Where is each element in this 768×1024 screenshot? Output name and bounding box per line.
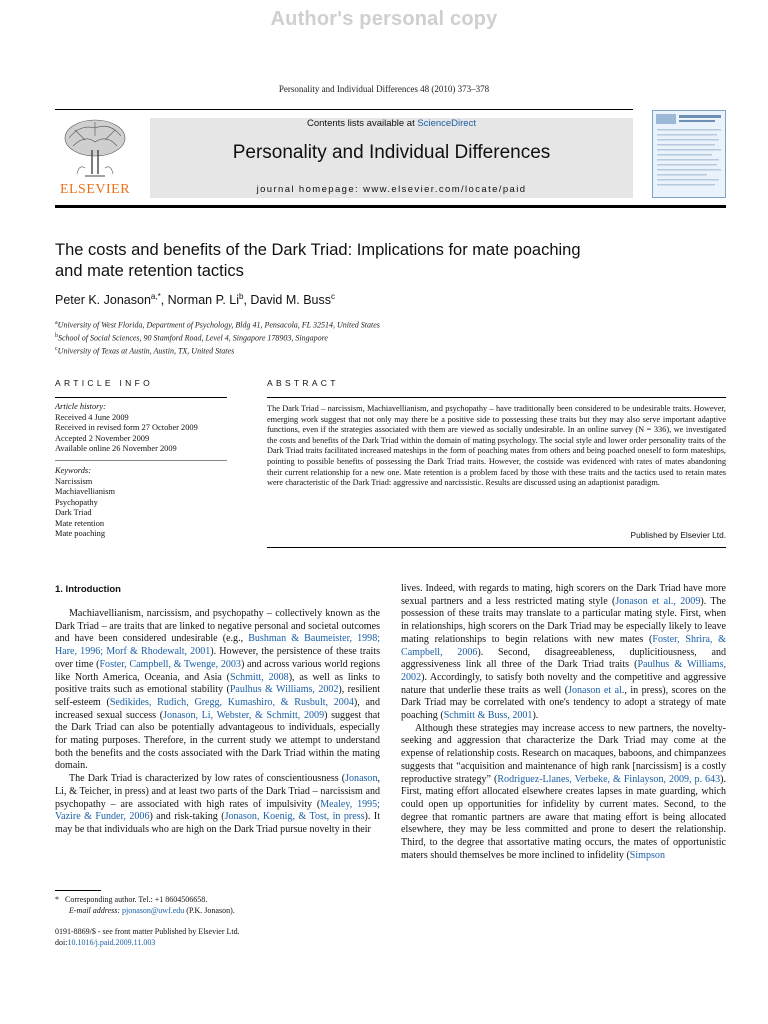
text-run: ). First, mating effort allocated elsewhere creates lapses in mate guarding, which could open up opportunities for infidelity by current mates. Second, to the degree that romantic partners are aware that mating effort is being allocated elsewhere, they may be less committed and prone to desert the relationship. Third, to the degree that assortative mating occurs, the mates of opportunistic maters should themselves be more inclined to infidelity (: [401, 773, 726, 861]
reference-link[interactable]: Rodriguez-Llanes, Verbeke, & Finlayson, 2009, p. 643: [497, 773, 721, 785]
email-label: E-mail address:: [69, 905, 123, 915]
reference-link[interactable]: Schmitt, 2008: [230, 671, 289, 683]
text-run: ), as well as links to positive traits such as emotional stability (: [55, 671, 380, 696]
affiliation: [55, 318, 695, 331]
author-name[interactable]: Norman P. Li: [167, 293, 239, 308]
reference-link[interactable]: Jonason: [345, 773, 378, 785]
abstract-rule: [267, 397, 726, 398]
article-info-rule: [55, 397, 227, 398]
affiliation-mark: b: [55, 333, 58, 340]
text-run: The Dark Triad is characterized by low rates of conscientiousness (: [69, 773, 346, 785]
history-label: Article history:: [55, 402, 106, 411]
abstract-heading: ABSTRACT: [267, 378, 339, 388]
issn-doi: [55, 927, 380, 948]
article-history: [55, 402, 227, 455]
affiliation: [55, 331, 695, 344]
affiliation-text: University of Texas at Austin, Austin, TX, United States: [57, 346, 235, 356]
history-item: Available online 26 November 2009: [55, 444, 177, 453]
author-name[interactable]: David M. Buss: [250, 293, 331, 308]
watermark: Author's personal copy: [270, 8, 498, 30]
reference-link[interactable]: Paulhus & Williams, 2002: [401, 659, 726, 683]
history-item: Accepted 2 November 2009: [55, 433, 150, 443]
body-column-right: [401, 583, 726, 862]
paragraph: [55, 773, 380, 837]
paragraph: [401, 723, 726, 863]
text-run: ). It may be that individuals who are high on the Dark Triad pursue novelty in their: [55, 811, 380, 835]
issn-line: 0191-8869/$ - see front matter Published by Elsevier Ltd.: [55, 927, 240, 936]
affiliation-mark: a: [55, 320, 58, 326]
author-mark: c: [331, 292, 335, 301]
keyword: Psychopathy: [55, 497, 98, 507]
journal-cover-thumbnail: [652, 110, 726, 198]
text-run: , in press), scores on the Dark Triad may be correlated with one's tendency to adopt a strategy of mate poaching (: [401, 684, 726, 722]
reference-link[interactable]: Schmitt & Buss, 2001: [443, 710, 533, 722]
sciencedirect-link[interactable]: ScienceDirect: [417, 118, 476, 129]
text-run: ) suggest that the Dark Triad can also be potentially advantageous to individuals, especially for mating purposes. Therefore, in the current study we attempt to understand both the benefits and the costs associated with the Dark Triad within the mating domain.: [55, 709, 380, 772]
reference-link[interactable]: Simpson: [629, 849, 665, 861]
article-info-heading: ARTICLE INFO: [55, 378, 154, 388]
keywords: [55, 466, 227, 540]
footnote-mark: *: [55, 895, 59, 904]
abstract-bottom-rule: [267, 547, 726, 548]
journal-citation: Personality and Individual Differences 48 (2010) 373–378: [278, 84, 490, 94]
journal-name: Personality and Individual Differences: [232, 142, 551, 163]
keyword: Narcissism: [55, 476, 93, 486]
history-item: Received in revised form 27 October 2009: [55, 423, 198, 432]
affiliation-text: University of West Florida, Department of Psychology, Bldg 41, Pensacola, FL 32514, United States: [57, 320, 380, 330]
author-list: Peter K. Jonason$^{a,*}$, Norman P. Li$^b$, David M. Buss$^c$: [55, 292, 335, 308]
abstract-text: The Dark Triad – narcissism, Machiavellianism, and psychopathy – have traditionally been considered to be undesirable traits. However, emerging work suggest that not only may there be a positive side to possessing these traits but they may also serve important adaptive functions, even if the strategies associated with them are viewed as socially undesirable. In an online survey (N = 336), we investigated the costs and benefits of the Dark Triad within the domain of mating psychology. The social style and lower order personality traits of the Dark Triad traits facilitated increased mateships in the form of poaching mates from others and being poached oneself to form mateships, pointing to possible benefits of possessing the Dark Triad traits. However, the costside was evidenced with rates of mates abandoning their current relationship for a new one. Mate retention is a problem faced by those with these traits and the tactics used to retain mates were characteristic of the Dark Triad: aggressive and narcissistic. Results are discussed using an adaptionist paradigm.: [267, 404, 726, 488]
text-run: , Li, & Teicher, in press) and at least two parts of the Dark Triad – narcissism and psychopathy – are associated with high rates of impulsivity (: [55, 773, 380, 810]
text-run: ). Accordingly, to satisfy both novelty and the competitive and aggressive nature that underlie these traits as well (: [401, 671, 726, 696]
text-run: ), and increased sexual success (: [55, 696, 380, 721]
text-run: ). However, the persistence of these traits over time (: [55, 646, 380, 670]
keywords-label: Keywords:: [55, 466, 91, 475]
paragraph: [401, 583, 726, 723]
text-run: ). The possession of these traits may translate to a particular mating style. First, when in relationships, high scorers on the Dark Triad may be especially likely to leave mating relationships to begin relations with new mates (: [401, 595, 726, 645]
body-column-left: [55, 608, 380, 837]
keywords-rule: [55, 460, 227, 461]
reference-link[interactable]: Sedikides, Rudich, Gregg, Kumashiro, & Rusbult, 2004: [109, 696, 354, 708]
title-line-2: and mate retention tactics: [55, 262, 244, 280]
reference-link[interactable]: Jonason et al., 2009: [615, 595, 701, 607]
published-by: Published by Elsevier Ltd.: [630, 530, 726, 540]
affiliation-mark: c: [55, 346, 58, 353]
text-run: ). Second, disagreeableness, duplicitiousness, and aggressiveness link all three of the Dark Triad traits (: [401, 646, 726, 671]
reference-link[interactable]: Jonason et al.: [568, 684, 625, 696]
doi-link[interactable]: 10.1016/j.paid.2009.11.003: [67, 937, 156, 947]
reference-link[interactable]: Foster, Shrira, & Campbell, 2006: [401, 633, 727, 658]
author-mark: a,*: [150, 292, 161, 301]
text-run: lives. Indeed, with regards to mating, high scorers on the Dark Triad have more sexual partners and a less restricted mating style (: [401, 583, 726, 607]
section-heading: 1. Introduction: [55, 584, 121, 595]
footnote-line: Corresponding author. Tel.: +1 8604506658.: [65, 895, 208, 904]
journal-homepage[interactable]: journal homepage: www.elsevier.com/locate/paid: [256, 184, 527, 195]
affiliation: [55, 344, 695, 357]
email-suffix: (P.K. Jonason).: [184, 905, 235, 915]
contents-prefix: Contents lists available at: [307, 118, 418, 129]
reference-link[interactable]: Mealey, 1995; Vazire & Funder, 2006: [55, 798, 380, 823]
text-run: ) and risk-taking (: [149, 811, 225, 823]
text-run: Machiavellianism, narcissism, and psychopathy – collectively known as the Dark Triad – are traits that are linked to negative personal and societal outcomes and have been considered undesirable (e.g.,: [55, 608, 380, 645]
text-run: ), resilient self-esteem (: [55, 684, 381, 708]
keyword: Mate retention: [55, 518, 105, 528]
history-item: Received 4 June 2009: [55, 412, 129, 422]
header-rule: [55, 109, 633, 110]
doi-label: doi:: [55, 937, 68, 947]
keyword: Dark Triad: [55, 508, 92, 517]
reference-link[interactable]: Jonason, Koenig, & Tost, in press: [224, 811, 365, 823]
email-link[interactable]: pjonason@uwf.edu: [122, 905, 185, 915]
footnote-rule: [55, 890, 101, 891]
reference-link[interactable]: Paulhus & Williams, 2002: [229, 684, 339, 696]
affiliation-text: School of Social Sciences, 90 Stamford Road, Level 4, Singapore 178903, Singapore: [58, 333, 328, 343]
footnote: [55, 895, 380, 916]
affiliations: [55, 318, 695, 357]
author-mark: b: [239, 292, 244, 301]
keyword: Mate poaching: [55, 529, 106, 538]
title-line-1: The costs and benefits of the Dark Triad: Implications for mate poaching: [55, 241, 581, 259]
contents-line: [150, 118, 633, 129]
reference-link[interactable]: Bushman & Baumeister, 1998; Hare, 1996; Morf & Rhodewalt, 2001: [55, 633, 381, 658]
elsevier-logo-text: ELSEVIER: [59, 182, 131, 197]
author-name[interactable]: Peter K. Jonason: [55, 293, 151, 308]
keyword: Machiavellianism: [55, 487, 116, 496]
reference-link[interactable]: Jonason, Li, Webster, & Schmitt, 2009: [163, 709, 325, 721]
paragraph: [55, 608, 380, 773]
reference-link[interactable]: Foster, Campbell, & Twenge, 2003: [99, 658, 241, 670]
article-title: [55, 240, 695, 282]
title-rule: [55, 205, 726, 208]
text-run: ) and across various world regions like North America, Oceania, and Asia (: [55, 658, 380, 683]
text-run: ).: [532, 710, 539, 722]
text-run: Although these strategies may increase access to new partners, the novelty-seeking and aggression that characterize the Dark Triad may come at the expense of relationship costs. Research on macaques, baboons, and chimpanzees suggests that “acquisition and maintenance of high rank [narcissism] is a costly reproductive strategy” (: [401, 722, 726, 785]
